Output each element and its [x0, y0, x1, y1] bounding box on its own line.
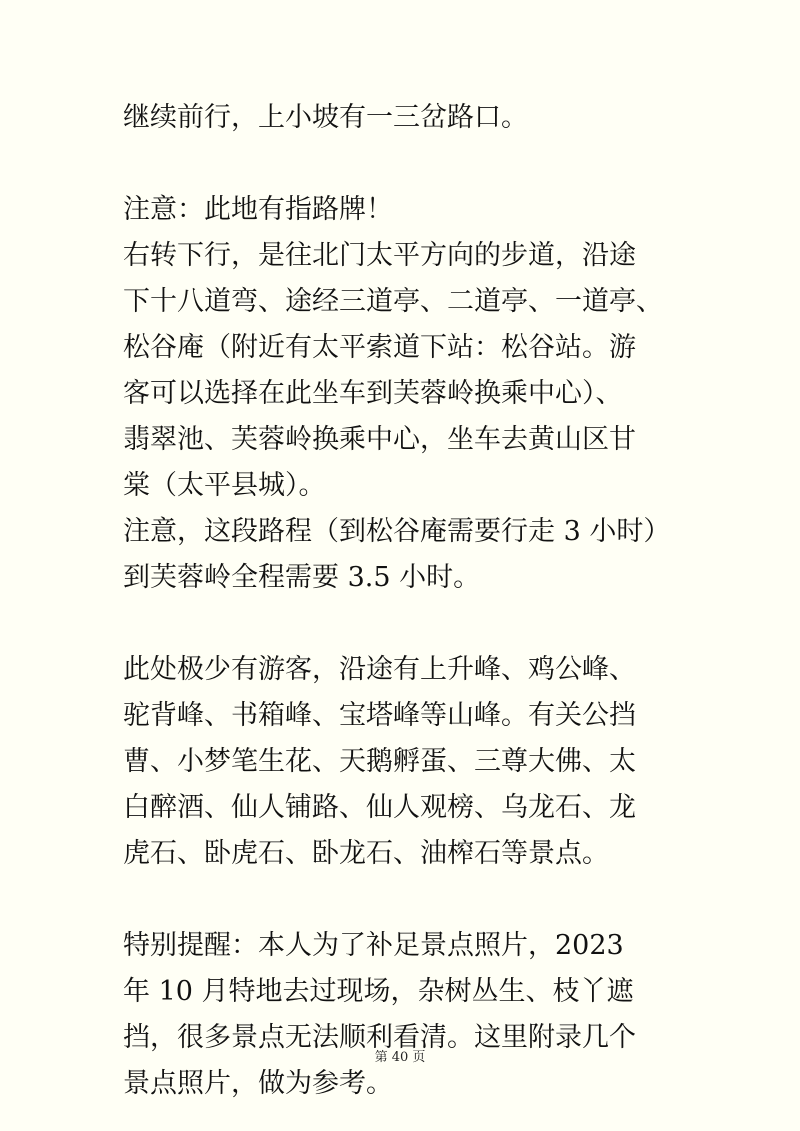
text-line: 翡翠池、芙蓉岭换乘中心，坐车去黄山区甘: [123, 424, 636, 455]
text-line: 注意：此地有指路牌！: [123, 194, 393, 225]
page-number: 第 40 页: [374, 1050, 426, 1065]
paragraph-spacer: [123, 601, 693, 647]
text-line: 特别提醒：本人为了补足景点照片，2023: [123, 930, 624, 961]
paragraph-3: [123, 647, 693, 877]
paragraph-spacer: [123, 141, 693, 187]
text-line: 虎石、卧虎石、卧龙石、油榨石等景点。: [123, 838, 609, 869]
text-line: 棠（太平县城）。: [123, 470, 326, 501]
paragraph-spacer: [123, 877, 693, 923]
text-line: 景点照片，做为参考。: [123, 1068, 393, 1099]
text-line: 驼背峰、书箱峰、宝塔峰等山峰。有关公挡: [123, 700, 636, 731]
paragraph-1: [123, 95, 693, 141]
text-line: 此处极少有游客，沿途有上升峰、鸡公峰、: [123, 654, 636, 685]
text-line: 下十八道弯、途经三道亭、二道亭、一道亭、: [123, 286, 663, 317]
text-line: 挡，很多景点无法顺利看清。这里附录几个: [123, 1022, 636, 1053]
text-line: 白醉酒、仙人铺路、仙人观榜、乌龙石、龙: [123, 792, 636, 823]
text-line: 曹、小梦笔生花、天鹅孵蛋、三尊大佛、太: [123, 746, 636, 777]
text-line: 客可以选择在此坐车到芙蓉岭换乘中心）、: [123, 378, 623, 409]
text-line: 注意，这段路程（到松谷庵需要行走 3 小时）: [123, 516, 671, 547]
page-body: [123, 95, 693, 1107]
text-line: 年 10 月特地去过现场，杂树丛生、枝丫遮: [123, 976, 634, 1007]
paragraph-4: [123, 923, 693, 1107]
text-line: 右转下行，是往北门太平方向的步道，沿途: [123, 240, 636, 271]
paragraph-2: [123, 187, 693, 601]
text-line: 松谷庵（附近有太平索道下站：松谷站。游: [123, 332, 636, 363]
text-line: 继续前行，上小坡有一三岔路口。: [123, 102, 528, 133]
text-line: 到芙蓉岭全程需要 3.5 小时。: [123, 562, 481, 593]
